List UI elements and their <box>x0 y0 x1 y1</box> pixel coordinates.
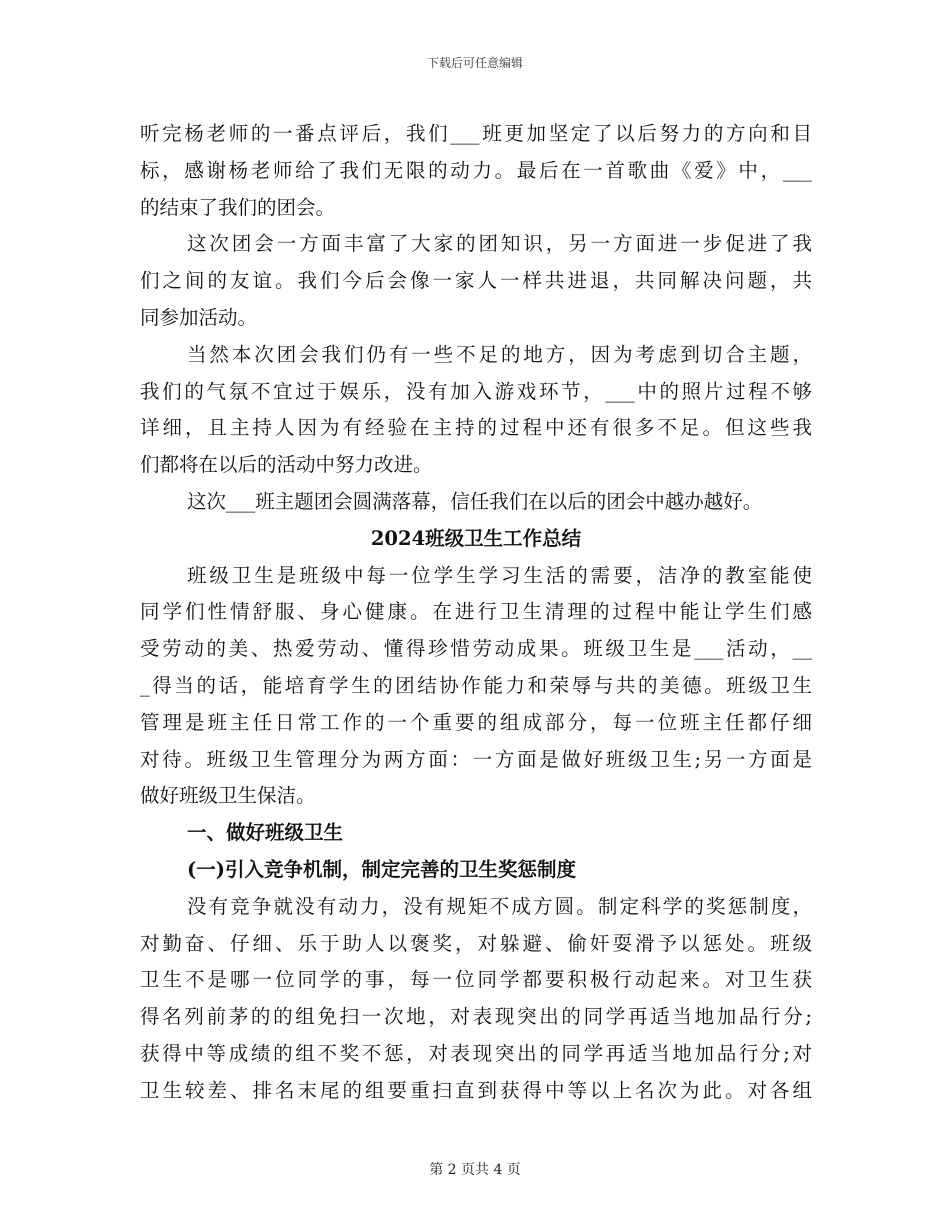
text-line: 获得中等成绩的组不奖不惩，对表现突出的同学再适当地加品行分;对 <box>140 1041 812 1065</box>
text-line: 卫生较差、排名末尾的组要重扫直到获得中等以上名次为此。对各组 <box>140 1078 812 1102</box>
section-heading: 一、做好班级卫生 <box>187 821 344 845</box>
section-heading: (一)引入竞争机制，制定完善的卫生奖惩制度 <box>187 857 576 881</box>
text-line: 没有竞争就没有动力，没有规矩不成方圆。制定科学的奖惩制度， <box>187 894 812 918</box>
text-line: 同学们性情舒服、身心健康。在进行卫生清理的过程中能让学生们感 <box>140 600 812 624</box>
text-line: 对勤奋、仔细、乐于助人以褒奖，对躲避、偷奸耍滑予以惩处。班级 <box>140 931 812 955</box>
text-line: 班级卫生是班级中每一位学生学习生活的需要，洁净的教室能使 <box>187 563 812 587</box>
text-line: 做好班级卫生保洁。 <box>140 784 316 808</box>
text-line: 听完杨老师的一番点评后，我们___班更加坚定了以后努力的方向和目 <box>140 122 812 145</box>
text-line: 的结束了我们的团会。 <box>140 195 336 219</box>
text-line: 对待。班级卫生管理分为两方面：一方面是做好班级卫生;另一方面是 <box>140 747 812 771</box>
text-line: 受劳动的美、热爱劳动、懂得珍惜劳动成果。班级卫生是___活动，__ <box>140 637 812 661</box>
document-body <box>140 116 812 1110</box>
text-line: 标，感谢杨老师给了我们无限的动力。最后在一首歌曲《爱》中，___ <box>140 158 812 182</box>
text-line: 当然本次团会我们仍有一些不足的地方，因为考虑到切合主题， <box>187 342 812 366</box>
text-line: 们之间的友谊。我们今后会像一家人一样共进退，共同解决问题，共 <box>140 269 812 293</box>
text-line: 同参加活动。 <box>140 305 258 329</box>
text-line: _得当的话，能培育学生的团结协作能力和荣辱与共的美德。班级卫生 <box>140 673 812 697</box>
text-line: 这次团会一方面丰富了大家的团知识，另一方面进一步促进了我 <box>187 232 812 256</box>
text-line: 管理是班主任日常工作的一个重要的组成部分，每一位班主任都仔细 <box>140 710 812 734</box>
page-footer: 第 2 页共 4 页 <box>429 1162 521 1178</box>
text-line: 详细，且主持人因为有经验在主持的过程中还有很多不足。但这些我 <box>140 416 812 440</box>
text-line: 得名列前茅的的组免扫一次地，对表现突出的同学再适当地加品行分; <box>140 1005 812 1029</box>
text-line: 我们的气氛不宜过于娱乐，没有加入游戏环节，___中的照片过程不够 <box>140 379 812 403</box>
text-line: 卫生不是哪一位同学的事，每一位同学都要积极行动起来。对卫生获 <box>140 968 812 992</box>
text-line: 们都将在以后的活动中努力改进。 <box>140 453 433 477</box>
page-header: 下载后可任意编辑 <box>426 56 523 70</box>
text-line: 这次___班主题团会圆满落幕，信任我们在以后的团会中越办越好。 <box>187 489 763 513</box>
section-title: 2024班级卫生工作总结 <box>370 526 582 550</box>
